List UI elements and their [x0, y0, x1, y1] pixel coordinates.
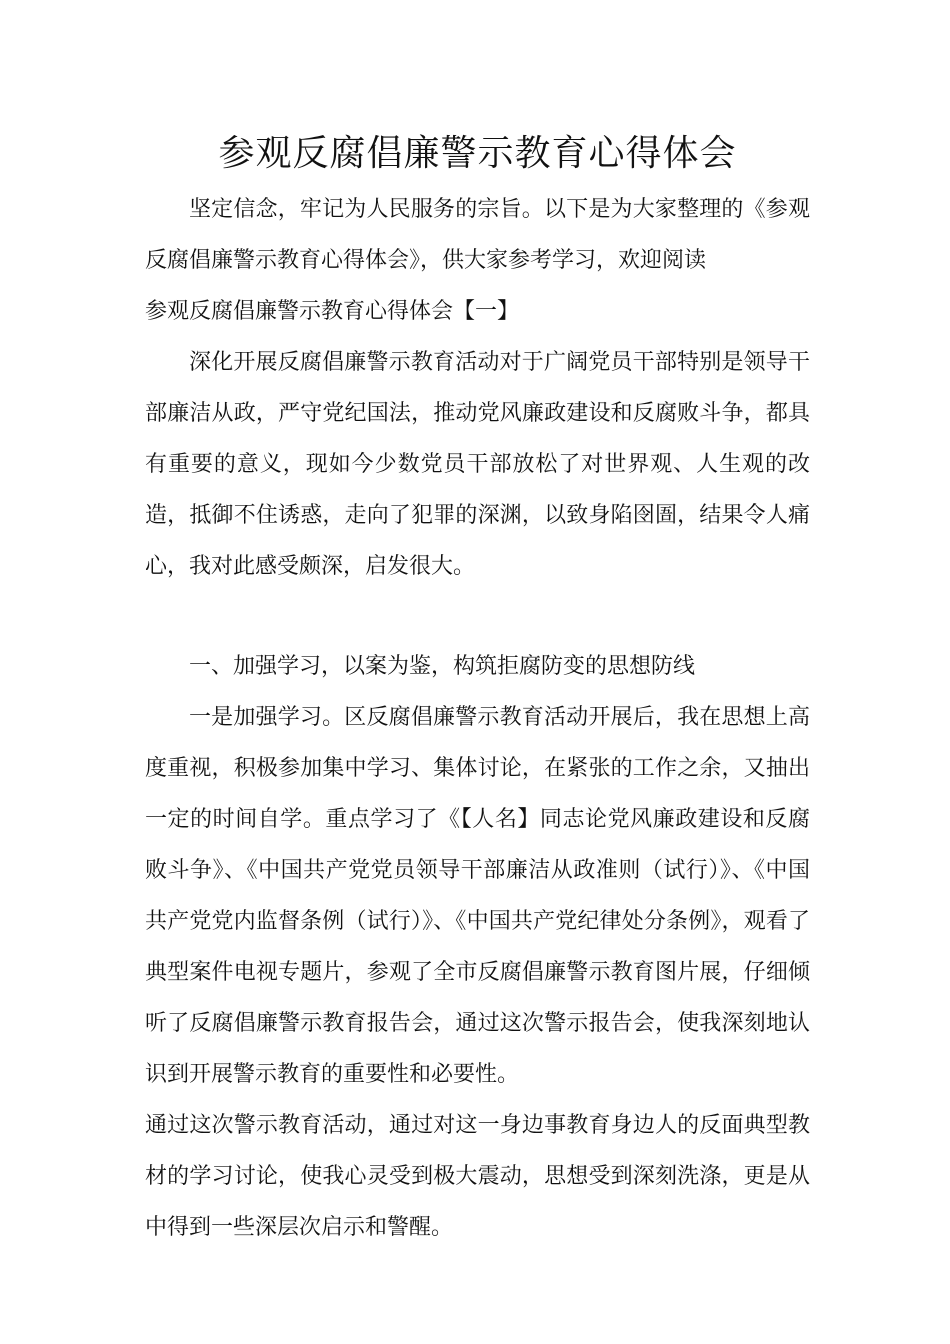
document-page [145, 128, 810, 1253]
subheading-1: 一、加强学习，以案为鉴，构筑拒腐防变的思想防线 [189, 654, 696, 679]
body-paragraph-3: 通过这次警示教育活动，通过对这一身边事教育身边人的反面典型教材的学习讨论，使我心灵受到极大震动，思想受到深刻洗涤，更是从中得到一些深层次启示和警醒。 [145, 1113, 810, 1240]
paragraph-spacer [145, 592, 810, 641]
document-title: 参观反腐倡廉警示教育心得体会 [218, 133, 737, 174]
body-paragraph-1: 深化开展反腐倡廉警示教育活动对于广阔党员干部特别是领导干部廉洁从政，严守党纪国法，推动党风廉政建设和反腐败斗争，都具有重要的意义，现如今少数党员干部放松了对世界观、人生观的改造，抵御不住诱惑，走向了犯罪的深渊，以致身陷囹圄，结果令人痛心，我对此感受颇深，启发很大。 [145, 350, 810, 579]
intro-paragraph: 坚定信念，牢记为人民服务的宗旨。以下是为大家整理的《参观反腐倡廉警示教育心得体会》，供大家参考学习，欢迎阅读 [145, 197, 810, 273]
section-heading: 参观反腐倡廉警示教育心得体会【一】 [145, 299, 520, 324]
body-paragraph-2: 一是加强学习。区反腐倡廉警示教育活动开展后，我在思想上高度重视，积极参加集中学习、集体讨论，在紧张的工作之余，又抽出一定的时间自学。重点学习了《【人名】同志论党风廉政建设和反腐败斗争》、《中国共产党党员领导干部廉洁从政准则（试行）》、《中国共产党党内监督条例（试行）》、《中国共产党纪律处分条例》，观看了典型案件电视专题片，参观了全市反腐倡廉警示教育图片展，仔细倾听了反腐倡廉警示教育报告会，通过这次警示报告会，使我深刻地认识到开展警示教育的重要性和必要性。 [145, 705, 810, 1087]
